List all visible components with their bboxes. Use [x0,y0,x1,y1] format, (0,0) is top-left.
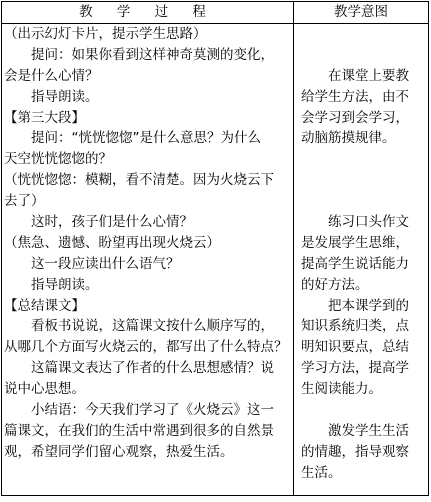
intent-text-line: 是发展学生思维， [301,234,409,251]
lesson-plan-table [1,1,429,496]
process-text-line: 提问：“恍恍惚惚”是什么意思？为什么 [31,130,261,147]
intent-text-line [301,400,424,421]
teaching-intent-cell [294,24,429,496]
process-text-line: 看板书说说，这篇课文按什么顺序写的， [31,318,274,335]
process-text-line: 会是什么心情？ [4,67,99,84]
process-text-line: 【总结课文】 [4,297,85,314]
intent-text-line: 的好方法。 [301,276,369,293]
process-text-line: （焦急、遗憾、盼望再出现火烧云） [4,234,220,251]
intent-text-line: 练习口头作文 [328,214,409,231]
intent-text-line [301,170,424,191]
intent-text-line [301,149,424,170]
process-text-line: 指导朗读。 [31,88,99,105]
intent-text-line: 明知识要点，总结 [301,339,409,356]
intent-text-line [301,45,424,66]
process-text-line: 这时，孩子们是什么心情？ [31,214,193,231]
process-text-line: 【第三大段】 [4,109,85,126]
intent-text-line: 激发学生生活 [328,422,409,439]
intent-text-line: 的情趣，指导观察 [301,443,409,460]
process-text-line: （恍恍惚惚：模糊，看不清楚。因为火烧云下 [4,172,274,189]
table-body-row [2,24,429,496]
process-text-line: 天空恍恍惚惚的？ [4,151,112,168]
intent-text-line: 给学生方法，由不 [301,88,409,105]
process-text-line: 观，希望同学们留心观察，热爱生活。 [4,443,234,460]
teaching-process-cell [2,24,294,496]
process-text-line: 这一段应读出什么语气？ [31,255,180,272]
intent-text-line: 把本课学到的 [328,297,409,314]
process-text-line: 提问：如果你看到这样神奇莫测的变化， [31,46,274,63]
intent-text-line: 学习方法，提高学 [301,360,409,377]
intent-text-line: 生活。 [301,464,342,481]
process-text-line: 小结语：今天我们学习了《火烧云》这一 [31,402,274,419]
intent-text-line [301,24,424,45]
process-text-line: 去了） [4,193,45,210]
header-teaching-process-label: 教 学 过 程 [79,4,216,20]
intent-text-line: 知识系统归类，点 [301,318,409,335]
process-text-line: 从哪几个方面写火烧云的，都写出了什么特点？ [4,339,288,356]
header-teaching-intent [294,2,429,24]
table-header-row [2,2,429,24]
intent-text-line: 动脑筋摸规律。 [301,130,396,147]
teaching-intent-text [301,24,424,484]
intent-text-line: 生阅读能力。 [301,381,382,398]
process-text-line: （出示幻灯卡片，提示学生思路） [4,26,207,42]
intent-text-line [301,191,424,212]
process-text-line: 这篇课文表达了作者的什么思想感情？说 [31,360,274,377]
process-text-line: 篇课文，在我们的生活中常遇到很多的自然景 [4,422,274,439]
teaching-process-text [4,24,289,463]
intent-text-line: 会学习到会学习， [301,109,409,126]
process-text-line: 指导朗读。 [31,276,99,293]
header-teaching-intent-label: 教学意图 [334,4,388,20]
intent-text-line: 提高学生说话能力 [301,255,409,272]
intent-text-line: 在课堂上要教 [328,67,409,84]
process-text-line: 说中心思想。 [4,381,85,398]
header-teaching-process [2,2,294,24]
